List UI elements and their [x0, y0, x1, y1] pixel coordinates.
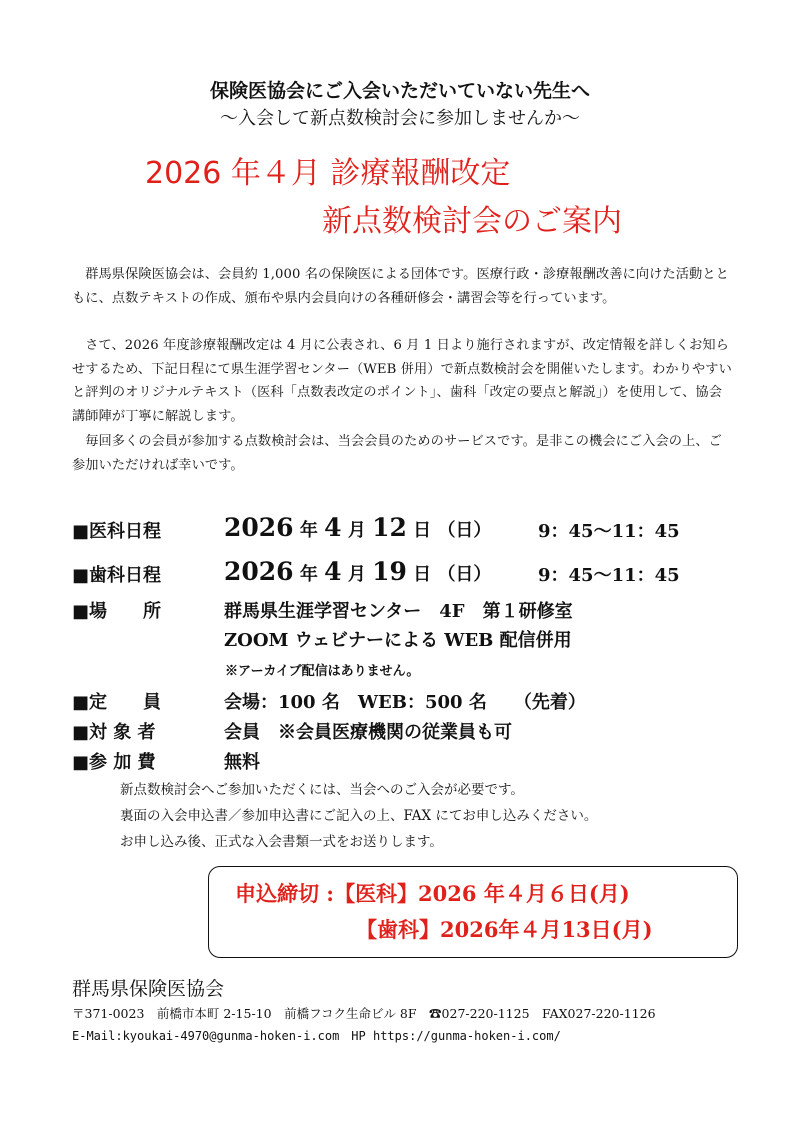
organization-name: 群馬県保険医協会 — [72, 978, 225, 1000]
audience-heading: 保険医協会にご入会いただいていない先生へ — [209, 80, 590, 102]
schedule-medical-date: 2026 年 4 月 12 日 （日） — [224, 513, 492, 542]
note-documents: お申し込み後、正式な入会書類一式をお送りします。 — [120, 834, 443, 850]
invitation-subheading: 〜入会して新点数検討会に参加しませんか〜 — [220, 108, 580, 129]
capacity-value: 会場：100 名 WEB：500 名 （先着） — [224, 692, 586, 713]
dental-weekday: （日） — [437, 564, 492, 585]
venue-web-value: ZOOM ウェビナーによる WEB 配信併用 — [224, 630, 572, 651]
venue-value: 群馬県生涯学習センター 4F 第１研修室 — [224, 601, 573, 622]
target-label: ■対 象 者 — [72, 722, 156, 743]
fee-label: ■参 加 費 — [72, 752, 156, 773]
schedule-dental-time: 9：45〜11：45 — [538, 565, 680, 586]
title-event: 新点数検討会のご案内 — [322, 204, 622, 239]
medical-day: 12 — [372, 513, 407, 542]
schedule-dental-label: ■歯科日程 — [72, 565, 162, 586]
fee-value: 無料 — [224, 752, 260, 773]
organization-address: 〒371-0023 前橋市本町 2-15-10 前橋フコク生命ビル 8F ☎027-220-1125 FAX027-220-1126 — [72, 1006, 656, 1021]
title-revision: 2026 年４月 診療報酬改定 — [145, 156, 511, 191]
organization-contact: E-Mail:kyoukai-4970@gunma-hoken-i.com HP https://gunma-hoken-i.com/ — [72, 1029, 561, 1043]
medical-weekday: （日） — [437, 520, 492, 541]
deadline-medical: 申込締切 :【医科】2026 年４月６日(月) — [235, 881, 630, 906]
schedule-dental-date: 2026 年 4 月 19 日 （日） — [224, 557, 492, 586]
schedule-medical-label: ■医科日程 — [72, 521, 162, 542]
medical-month: 4 — [324, 513, 342, 542]
archive-note: ※アーカイブ配信はありません。 — [225, 664, 420, 679]
dental-year: 2026 — [224, 557, 294, 586]
intro-paragraph-3: 毎回多くの会員が参加する点数検討会は、当会会員のためのサービスです。是非この機会にご入会の上、ご参加いただければ幸いです。 — [72, 434, 722, 473]
dental-month: 4 — [324, 557, 342, 586]
note-fax-application: 裏面の入会申込書／参加申込書にご記入の上、FAX にてお申し込みください。 — [120, 808, 598, 824]
intro-paragraph-2: さて、2026 年度診療報酬改定は 4 月に公表され、6 月 1 日より施行されますが、改定情報を詳しくお知らせするため、下記日程にて県生涯学習センター（WEB 併用）で新点数検討会を開催いたします。わかりやすいと評判のオリジナルテキスト（医科「点数表改定のポイント」、歯科「改定の要点と解説」）を使用して、協会講師陣が丁寧に解説します。 — [72, 338, 732, 424]
intro-paragraph-1: 群馬県保険医協会は、会員約 1,000 名の保険医による団体です。医療行政・診療報酬改善に向けた活動とともに、点数テキストの作成、頒布や県内会員向けの各種研修会・講習会等を行っています。 — [72, 267, 729, 306]
medical-year: 2026 — [224, 513, 294, 542]
capacity-label: ■定 員 — [72, 692, 162, 713]
deadline-dental: 【歯科】2026年４月13日(月) — [356, 917, 653, 942]
dental-day: 19 — [372, 557, 407, 586]
venue-label: ■場 所 — [72, 601, 162, 622]
schedule-medical-time: 9：45〜11：45 — [538, 521, 680, 542]
note-membership-required: 新点数検討会へご参加いただくには、当会へのご入会が必要です。 — [120, 782, 524, 798]
target-value: 会員 ※会員医療機関の従業員も可 — [224, 722, 512, 743]
